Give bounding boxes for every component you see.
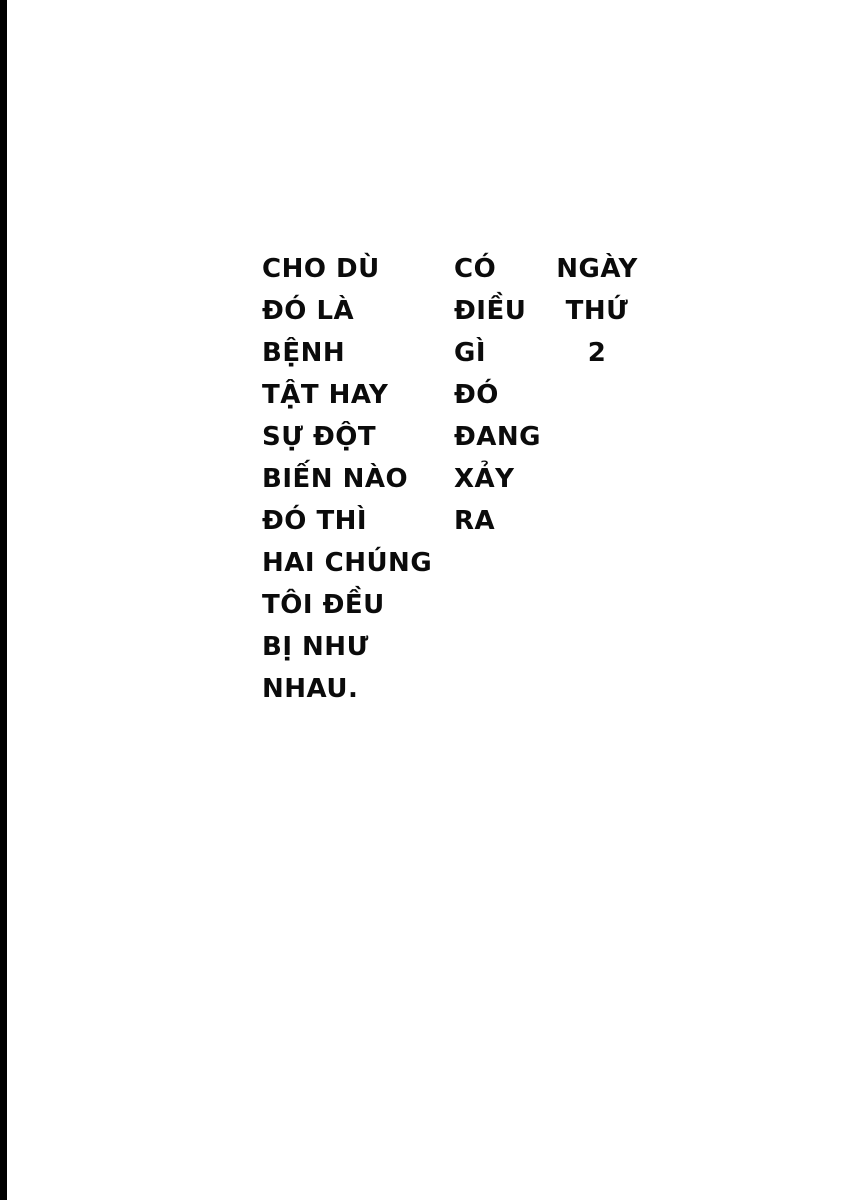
dialogue-line: ĐÓ LÀ — [262, 296, 355, 326]
dialogue-column-1 — [262, 248, 454, 710]
dialogue-columns — [262, 248, 712, 710]
dialogue-line: BỊ NHƯ — [262, 632, 369, 662]
dialogue-line: TÔI ĐỀU — [262, 590, 385, 620]
dialogue-line: GÌ — [454, 338, 487, 368]
dialogue-line: 2 — [587, 338, 607, 368]
dialogue-text-area — [262, 248, 712, 710]
page-left-border — [0, 0, 7, 1200]
dialogue-line: BỆNH — [262, 338, 346, 368]
dialogue-line: ĐÓ — [454, 380, 499, 410]
dialogue-line: BIẾN NÀO — [262, 464, 409, 494]
dialogue-line: CÓ — [454, 254, 497, 284]
dialogue-line: HAI CHÚNG — [262, 548, 433, 578]
dialogue-line: TẬT HAY — [262, 380, 389, 410]
dialogue-line: NGÀY — [556, 254, 638, 284]
dialogue-line: THỨ — [565, 296, 629, 326]
dialogue-column-2 — [454, 248, 554, 542]
dialogue-line: ĐIỀU — [454, 296, 527, 326]
dialogue-line: CHO DÙ — [262, 254, 380, 284]
dialogue-line: RA — [454, 506, 496, 536]
dialogue-line: NHAU. — [262, 674, 359, 704]
dialogue-column-3 — [554, 248, 674, 374]
dialogue-line: ĐÓ THÌ — [262, 506, 368, 536]
dialogue-line: SỰ ĐỘT — [262, 422, 377, 452]
dialogue-line: XẢY — [454, 464, 515, 494]
dialogue-line: ĐANG — [454, 422, 542, 452]
